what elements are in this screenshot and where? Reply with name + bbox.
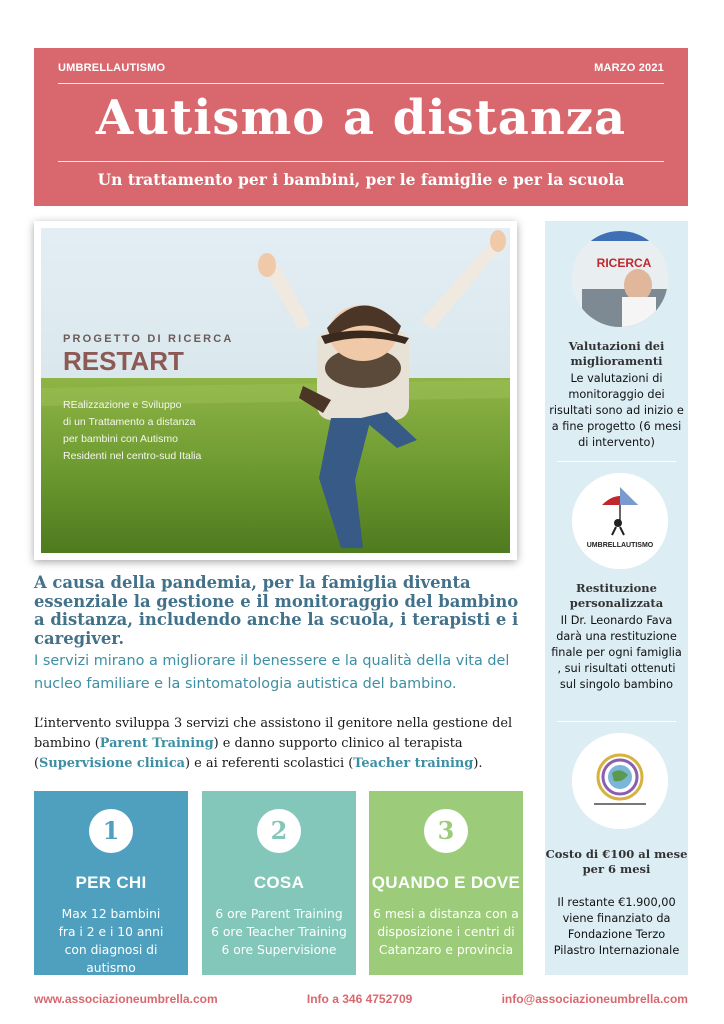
card-body (38, 905, 184, 977)
card-line: con diagnosi di autismo (64, 943, 158, 975)
project-line: Residenti nel centro-sud Italia (63, 450, 202, 462)
card-line: Max 12 bambini (61, 907, 161, 921)
card-title: QUANDO E DOVE (371, 873, 521, 892)
card-line: fra i 2 e i 10 anni (58, 925, 164, 939)
service-card-cosa (202, 791, 356, 975)
research-laptop-icon (572, 231, 668, 327)
project-line: REalizzazione e Sviluppo (63, 399, 182, 411)
services-text: ) e danno supporto clinico al terapista ( (34, 736, 463, 771)
umbrellautismo-logo (572, 473, 668, 569)
services-paragraph (34, 714, 534, 774)
sidebar-divider (557, 721, 676, 722)
card-number: 1 (89, 809, 133, 853)
umbrella-logo-icon (572, 473, 668, 569)
card-line: 6 ore Supervisione (221, 943, 337, 957)
card-number: 3 (424, 809, 468, 853)
issue-date: MARZO 2021 (594, 62, 664, 74)
brand-name: UMBRELLAUTISMO (58, 62, 166, 74)
section-title-costo: Costo di €100 al mese per 6 mesi (545, 847, 688, 876)
website-link[interactable]: www.associazioneumbrella.com (34, 992, 218, 1006)
card-line: Catanzaro e provincia (378, 943, 514, 957)
sidebar-divider (557, 461, 676, 462)
card-title: PER CHI (75, 873, 147, 892)
header-banner (34, 48, 688, 206)
card-title: COSA (253, 873, 305, 892)
intro-paragraph: I servizi mirano a migliorare il benessere e la qualità della vita del nucleo familiare e la sintomatologia autistica del bambino. (34, 653, 510, 692)
service-card-quando-e-dove (369, 791, 523, 975)
services-text: ) e ai referenti scolastici ( (185, 756, 354, 771)
project-line: per bambini con Autismo (63, 433, 178, 445)
project-line: di un Trattamento a distanza (63, 416, 196, 428)
highlight-parent-training: Parent Training (99, 736, 214, 751)
header-divider-top (58, 83, 664, 84)
highlight-teacher-training: Teacher training (353, 756, 474, 771)
lead-paragraph: A causa della pandemia, per la famiglia diventa essenziale la gestione e il monitoraggio del bambino a distanza, includendo anche la scuola, i terapisti e i caregiver. (34, 573, 519, 648)
highlight-supervisione: Supervisione clinica (39, 756, 186, 771)
email-link[interactable]: info@associazioneumbrella.com (501, 992, 688, 1006)
card-line: disposizione i centri di (377, 925, 515, 939)
card-line: 6 ore Teacher Training (211, 925, 347, 939)
logo-text: UMBRELLAUTISMO (586, 542, 654, 549)
card-body (206, 905, 352, 959)
section-text-valutazioni: Le valutazioni di monitoraggio dei risultati sono ad inizio e a fine progetto (6 mesi di intervento) (549, 372, 684, 449)
card-number: 2 (257, 809, 301, 853)
service-card-per-chi (34, 791, 188, 975)
child-in-field-image (41, 228, 510, 553)
footer (34, 992, 688, 1006)
globe-logo-icon (572, 733, 668, 829)
card-body (373, 905, 519, 959)
page-title: Autismo a distanza (95, 90, 627, 146)
services-text: ). (473, 756, 483, 771)
header-meta (58, 62, 664, 74)
fondazione-logo (572, 733, 668, 829)
card-line: 6 mesi a distanza con a (373, 907, 519, 921)
section-title-restituzione: Restituzione personalizzata (569, 581, 664, 610)
phone-info: Info a 346 4752709 (306, 992, 413, 1006)
project-name: RESTART (63, 346, 184, 376)
services-text: L’intervento sviluppa 3 servizi che assistono il genitore nella gestione del bambino ( (34, 716, 513, 751)
section-text-costo: Il restante €1.900,00 viene finanziato da Fondazione Terzo Pilastro Internazionale (553, 896, 680, 957)
ricerca-image (572, 231, 668, 327)
section-text-restituzione: Il Dr. Leonardo Fava darà una restituzione finale per ogni famiglia , sui risultati ottenuti sul singolo bambino (551, 614, 682, 691)
ricerca-label: RICERCA (596, 256, 652, 270)
project-label: PROGETTO DI RICERCA (63, 333, 234, 345)
card-line: 6 ore Parent Training (215, 907, 343, 921)
hero-photo (34, 221, 517, 560)
section-title-valutazioni: Valutazioni dei miglioramenti (568, 339, 665, 368)
header-divider-bottom (58, 161, 664, 162)
page-subtitle: Un trattamento per i bambini, per le famiglie e per la scuola (97, 170, 625, 189)
info-sidebar (545, 221, 688, 975)
